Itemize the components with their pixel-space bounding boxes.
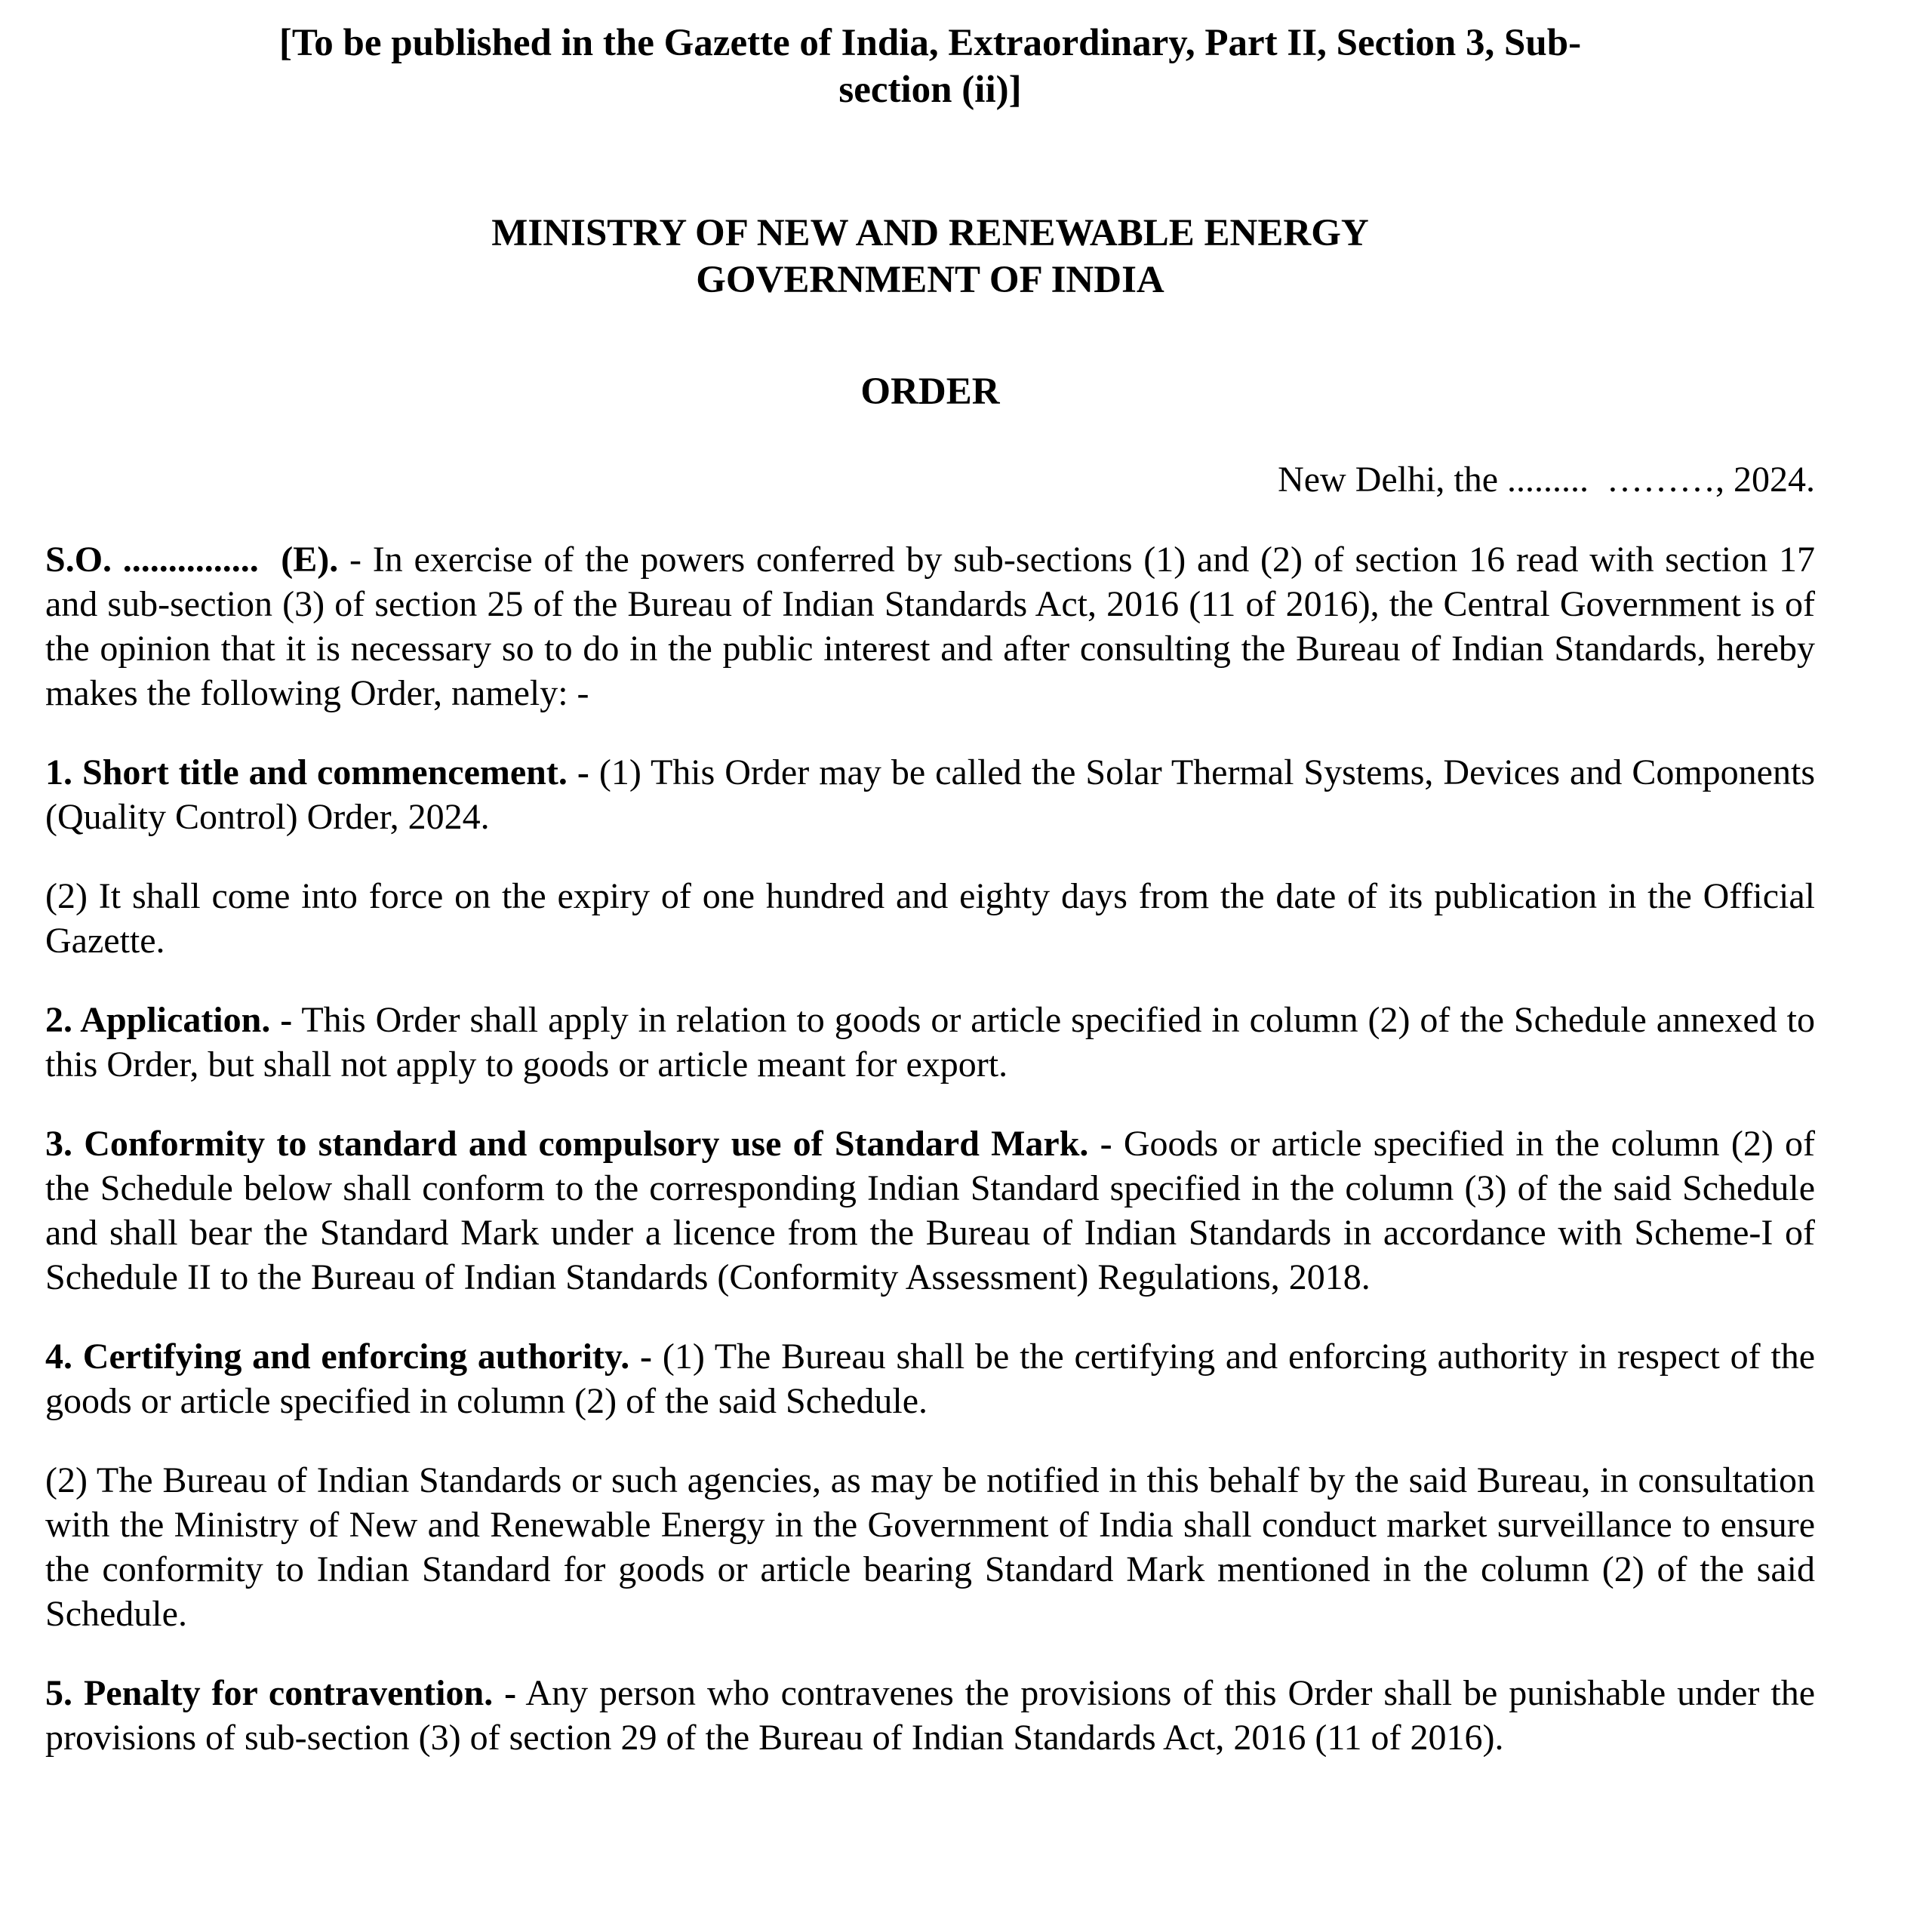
bold-text-run: 2. Application. - — [45, 1000, 293, 1040]
clause-2-application — [45, 998, 1824, 1087]
bold-text-run: 1. Short title and commencement. - — [45, 752, 589, 792]
text-run: - In exercise of the powers conferred by sub-sections (1) and (2) of section 16 read with section 17 and sub-section (3) of section 25 of the Bureau of Indian Standards Act, 2016 (11 of 2016), the Central Government is of the opinion that it is necessary so to do in the public interest and after consulting the Bureau of Indian Standards, hereby makes the following Order, namely: - — [45, 540, 1825, 713]
ministry-heading-block — [45, 210, 1815, 303]
clause-4-certifying-authority — [45, 1334, 1825, 1423]
clause-4-sub-2 — [45, 1458, 1824, 1636]
bold-text-run: 3. Conformity to standard and compulsory use of Standard Mark. - — [45, 1124, 1112, 1164]
gazette-note-line-1: [To be published in the Gazette of India, Extraordinary, Part II, Section 3, Sub- — [278, 22, 1582, 64]
text-run: (2) It shall come into force on the expiry of one hundred and eighty days from the date of its publication in the Official Gazette. — [45, 876, 1824, 961]
clause-1-sub-2 — [45, 874, 1824, 963]
text-run: (2) The Bureau of Indian Standards or such agencies, as may be notified in this behalf by the said Bureau, in consultation with the Ministry of New and Renewable Energy in the Government of India shall conduct market surveillance to ensure the conformity to Indian Standard for goods or article bearing Standard Mark mentioned in the column (2) of the said Schedule. — [45, 1460, 1824, 1634]
text-run: This Order shall apply in relation to goods or article specified in column (2) of the Schedule annexed to this Order, but shall not apply to goods or article meant for export. — [45, 1000, 1824, 1084]
so-notification-paragraph — [45, 537, 1825, 715]
bold-text-run: 5. Penalty for contravention. - — [45, 1673, 517, 1713]
dateline: New Delhi, the ......... ………, 2024. — [1278, 460, 1815, 500]
clause-5-penalty — [45, 1671, 1824, 1760]
text-run: (1) The Bureau shall be the certifying and enforcing authority in respect of the goods or article specified in column (2) of the said Schedule. — [45, 1337, 1825, 1421]
document-body — [45, 537, 1825, 1760]
gazette-publication-note — [45, 20, 1815, 113]
ministry-heading: MINISTRY OF NEW AND RENEWABLE ENERGY — [491, 212, 1369, 254]
text-run: Any person who contravenes the provisions of this Order shall be punishable under the provisions of sub-section (3) of section 29 of the Bureau of Indian Standards Act, 2016 (11 of 2016). — [45, 1673, 1824, 1758]
text-run: (1) This Order may be called the Solar Thermal Systems, Devices and Components (Quality Control) Order, 2024. — [45, 752, 1824, 837]
government-heading: GOVERNMENT OF INDIA — [696, 259, 1164, 301]
clause-1-short-title — [45, 750, 1824, 839]
gazette-note-line-2: section (ii)] — [838, 69, 1022, 111]
bold-text-run: S.O. ............... (E). — [45, 540, 339, 580]
text-run: Goods or article specified in the column (2) of the Schedule below shall conform to the corresponding Indian Standard specified in the column (3) of the said Schedule and shall bear the Standard Mark under a licence from the Bureau of Indian Standards in accordance with Scheme-I of Schedule II to the Bureau of Indian Standards (Conformity Assessment) Regulations, 2018. — [45, 1124, 1825, 1297]
bold-text-run: 4. Certifying and enforcing authority. - — [45, 1337, 653, 1377]
clause-3-conformity — [45, 1121, 1825, 1300]
order-heading: ORDER — [860, 371, 1000, 413]
